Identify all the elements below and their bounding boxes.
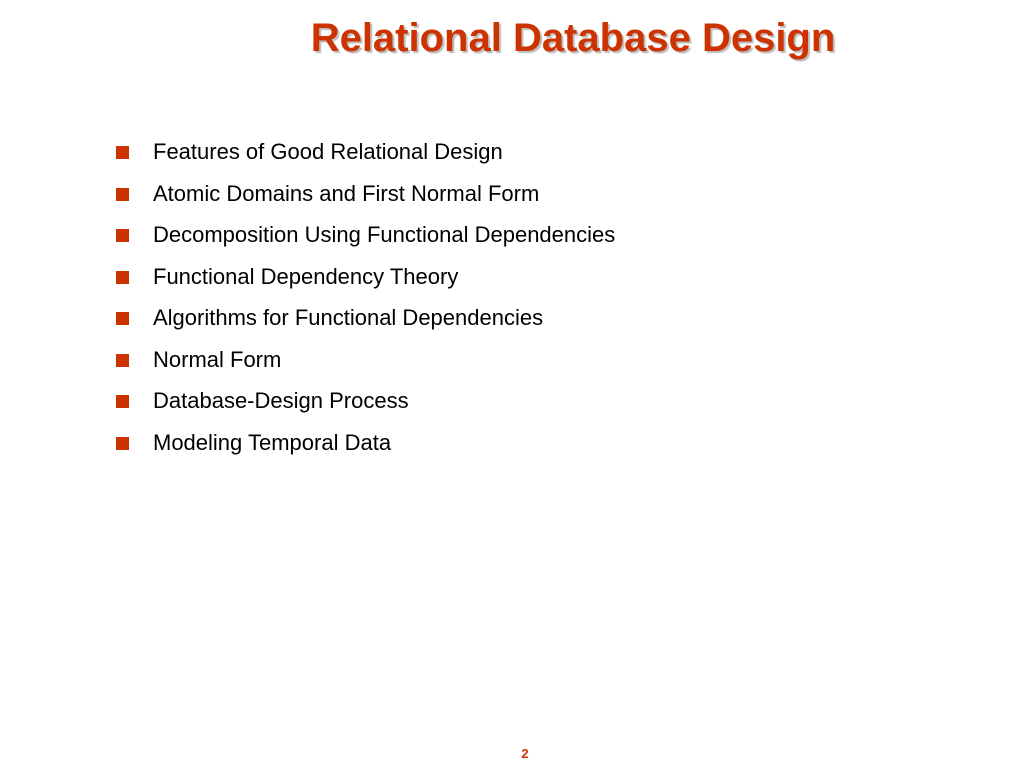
list-item [116,387,615,429]
page-number: 2 [521,746,529,761]
square-bullet-icon [116,271,129,284]
slide-title: Relational Database Design [310,16,836,60]
list-item [116,304,615,346]
square-bullet-icon [116,146,129,159]
list-item [116,346,615,388]
bullet-text: Features of Good Relational Design [153,139,503,164]
bullet-text: Functional Dependency Theory [153,263,459,289]
bullet-text: Algorithms for Functional Dependencies [153,305,544,330]
list-item [116,221,615,263]
list-item [116,138,615,180]
bullet-text: Decomposition Using Functional Dependencies [153,222,616,247]
bullet-text: Normal Form [153,346,282,372]
square-bullet-icon [116,188,129,201]
square-bullet-icon [116,395,129,408]
square-bullet-icon [116,437,129,450]
bullet-list [116,138,615,470]
square-bullet-icon [116,229,129,242]
list-item [116,180,615,222]
square-bullet-icon [116,354,129,367]
list-item [116,429,615,471]
bullet-text: Database-Design Process [153,388,409,413]
square-bullet-icon [116,312,129,325]
bullet-text: Modeling Temporal Data [153,429,392,455]
bullet-text: Atomic Domains and First Normal Form [153,180,540,206]
list-item [116,263,615,305]
